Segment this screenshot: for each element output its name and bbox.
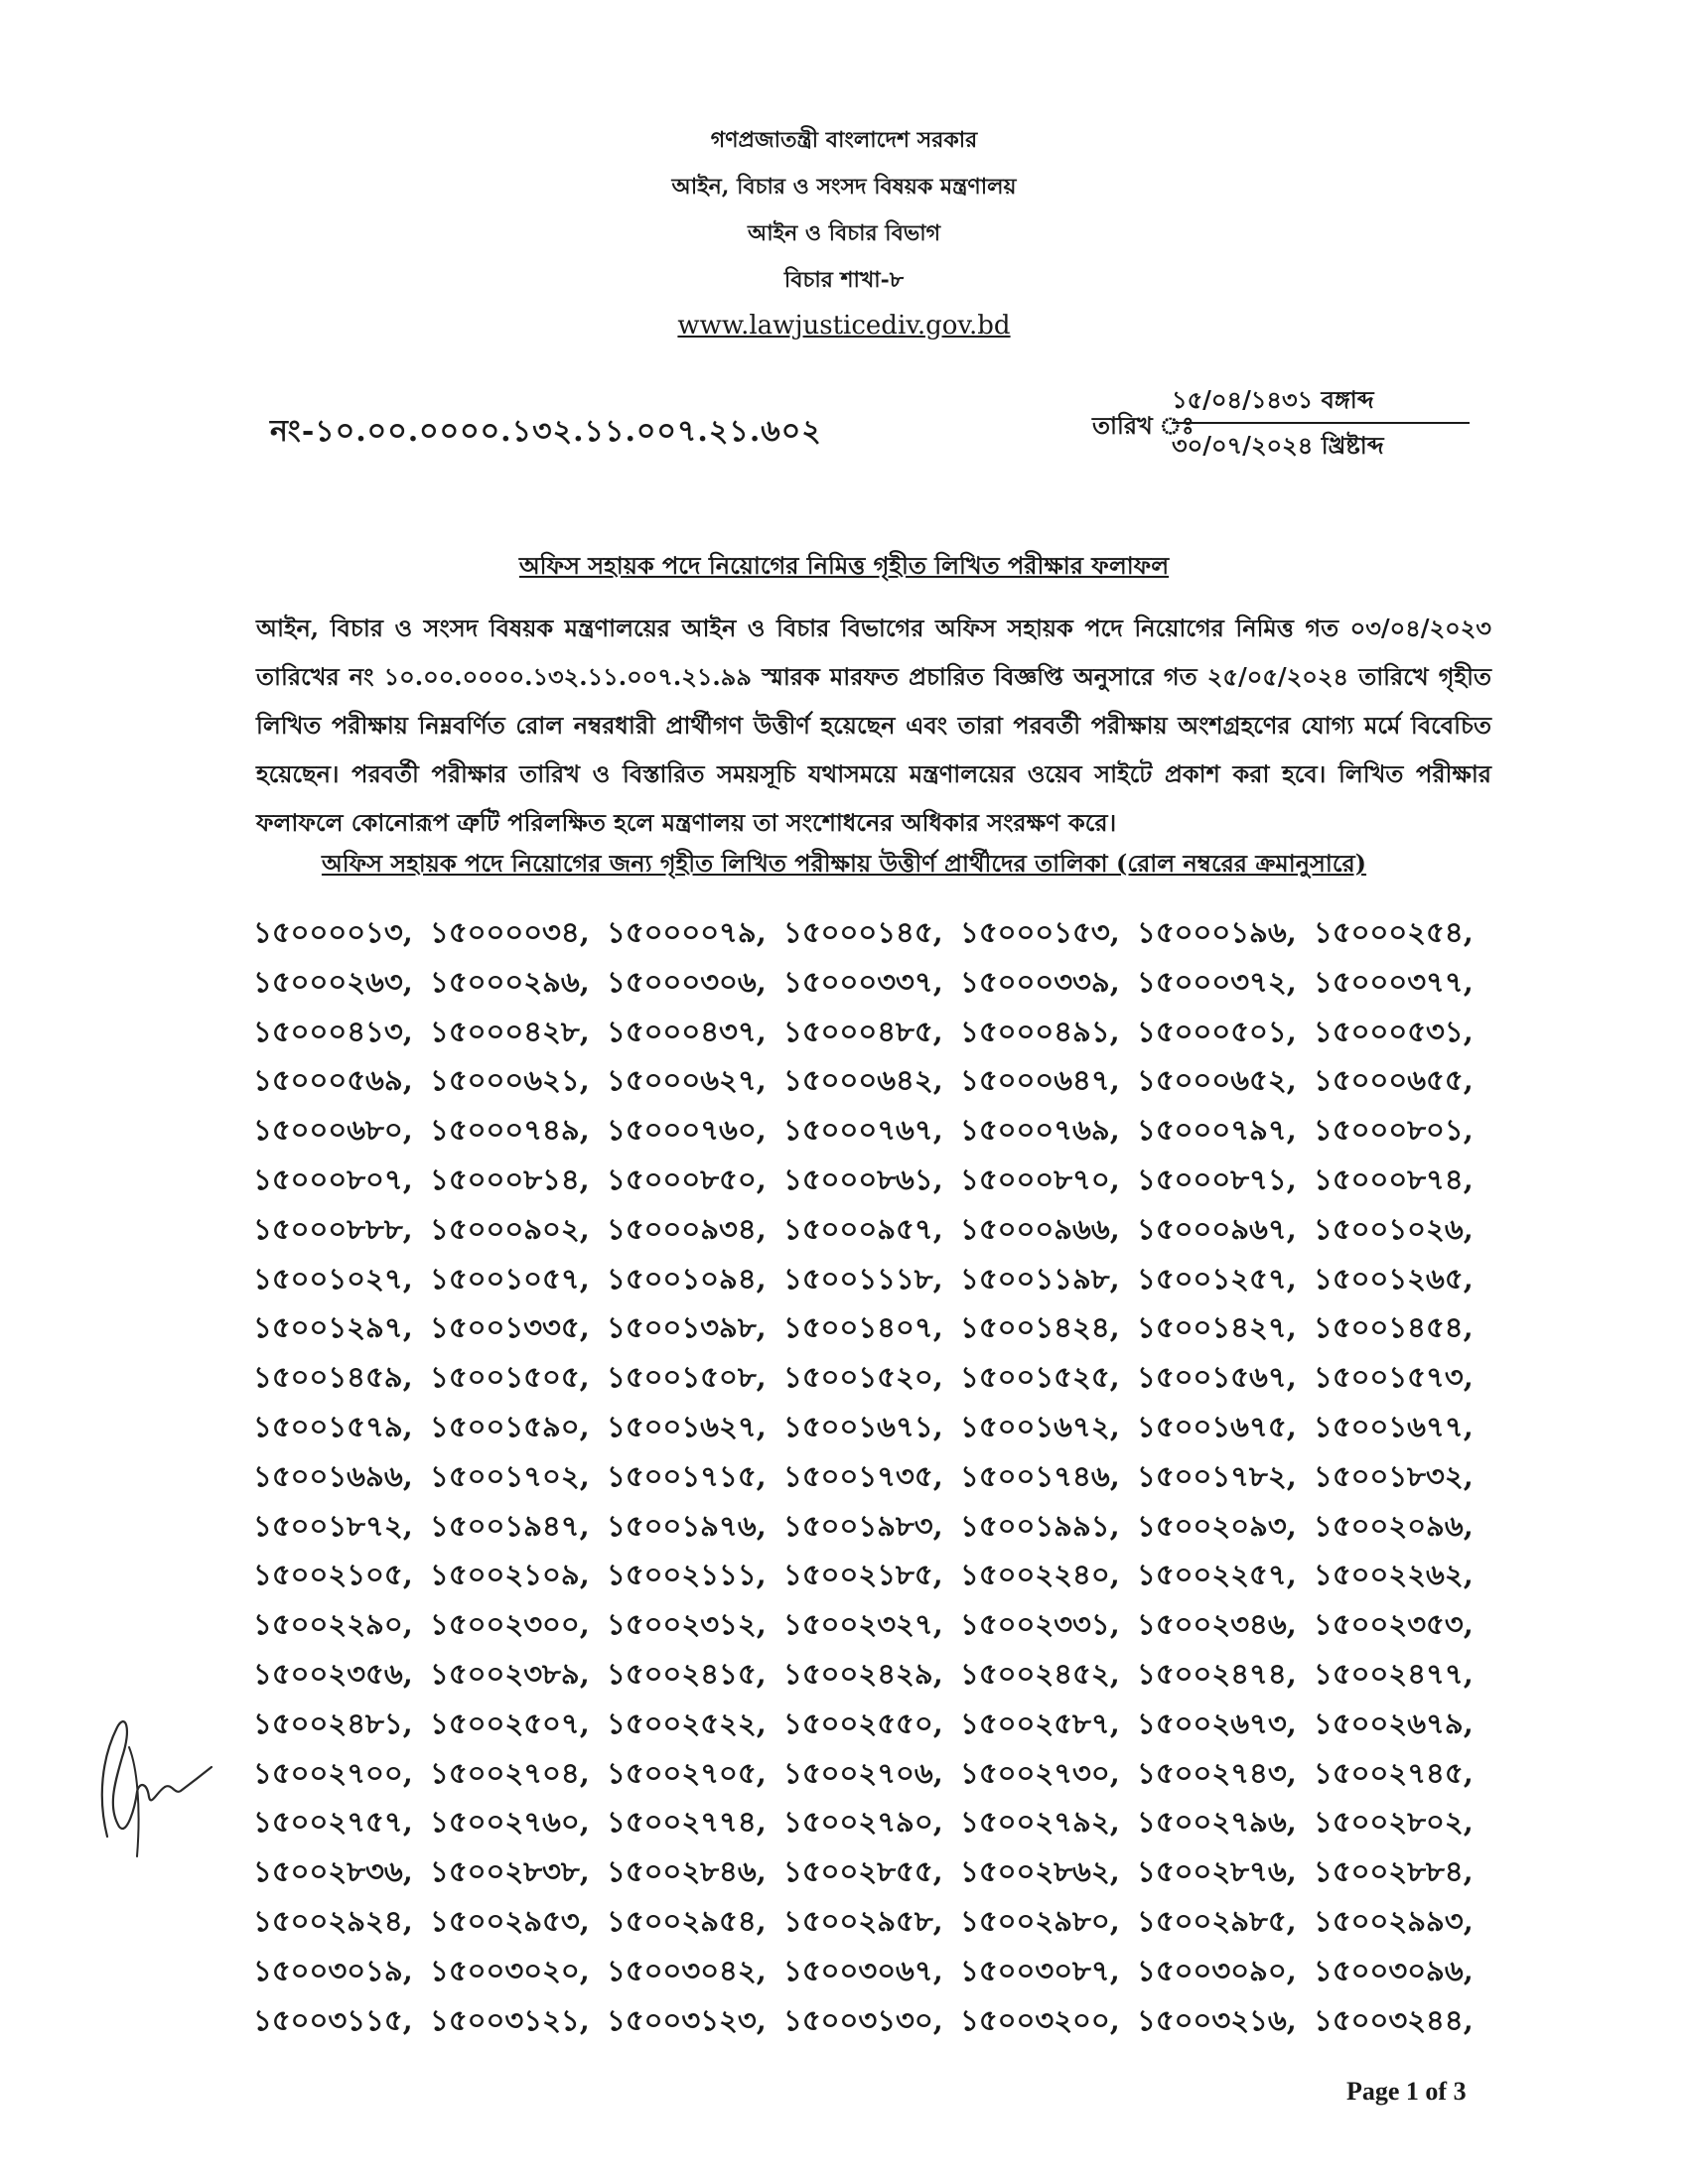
roll-number: ১৫০০১৯৯১,	[960, 1508, 1120, 1543]
roll-number: ১৫০০১২৬৫,	[1314, 1261, 1474, 1296]
roll-number: ১৫০০২১৮৫,	[783, 1558, 943, 1592]
roll-number: ১৫০০১৬২৭,	[607, 1409, 767, 1443]
roll-number: ১৫০০২৯৮০,	[960, 1903, 1120, 1938]
roll-number: ১৫০০০২৯৬,	[430, 964, 590, 999]
roll-number: ১৫০০০৪৮৫,	[783, 1014, 943, 1048]
roll-number: ১৫০০০৮৫০,	[607, 1161, 767, 1196]
roll-number: ১৫০০০১৯৬,	[1137, 915, 1297, 949]
roll-number: ১৫০০১৪০৭,	[783, 1310, 943, 1345]
roll-number: ১৫০০২৮৩৬,	[253, 1854, 413, 1889]
roll-number: ১৫০০০৬৪২,	[783, 1063, 943, 1098]
signature-icon	[77, 1688, 226, 1866]
roll-number: ১৫০০২৯৫৩,	[430, 1903, 590, 1938]
roll-number: ১৫০০২৪৫২,	[960, 1656, 1120, 1691]
roll-number: ১৫০০১১১৮,	[783, 1261, 943, 1296]
roll-number: ১৫০০০০১৩,	[253, 915, 413, 949]
roll-number: ১৫০০৩০২০,	[430, 1953, 590, 1987]
roll-number: ১৫০০২৬৭৯,	[1314, 1706, 1474, 1740]
date-label: তারিখ ঃ	[1092, 411, 1195, 440]
date-gregorian: ৩০/০৭/২০২৪ খ্রিষ্টাব্দ	[1172, 431, 1384, 460]
roll-number: ১৫০০১৩৯৮,	[607, 1310, 767, 1345]
roll-number: ১৫০০০৭৬৭,	[783, 1113, 943, 1148]
roll-number: ১৫০০১৫৭৩,	[1314, 1360, 1474, 1395]
roll-number: ১৫০০৩০৬৭,	[783, 1953, 943, 1987]
roll-number: ১৫০০১৫০৫,	[430, 1360, 590, 1395]
roll-number: ১৫০০০৩৩৯,	[960, 964, 1120, 999]
roll-number: ১৫০০০৮৬১,	[783, 1161, 943, 1196]
roll-number: ১৫০০০৬৫৫,	[1314, 1063, 1474, 1098]
roll-number: ১৫০০২৭৩০,	[960, 1755, 1120, 1790]
roll-number: ১৫০০৩২৪৪,	[1314, 2002, 1474, 2037]
roll-number: ১৫০০০৩৭৭,	[1314, 964, 1474, 999]
letterhead-url: www.lawjusticediv.gov.bd	[677, 311, 1011, 341]
roll-number: ১৫০০২৭৯৬,	[1137, 1805, 1297, 1840]
roll-number: ১৫০০১৫৭৯,	[253, 1409, 413, 1443]
roll-number: ১৫০০২৫২২,	[607, 1706, 767, 1740]
roll-number: ১৫০০২৭৯০,	[783, 1805, 943, 1840]
roll-number: ১৫০০২১০৯,	[430, 1558, 590, 1592]
roll-number: ১৫০০২৫৫০,	[783, 1706, 943, 1740]
roll-number: ১৫০০০৪১৩,	[253, 1014, 413, 1048]
roll-number: ১৫০০০১৫৩,	[960, 915, 1120, 949]
roll-number: ১৫০০২৫৮৭,	[960, 1706, 1120, 1740]
roll-number: ১৫০০২৮০২,	[1314, 1805, 1474, 1840]
roll-number: ১৫০০২৩৪৬,	[1137, 1607, 1297, 1642]
roll-number: ১৫০০১৭৪৬,	[960, 1458, 1120, 1493]
roll-number: ১৫০০২৭০৪,	[430, 1755, 590, 1790]
roll-number: ১৫০০২৪২৯,	[783, 1656, 943, 1691]
date-divider	[1172, 422, 1470, 424]
body-paragraph: আইন, বিচার ও সংসদ বিষয়ক মন্ত্রণালয়ের আইন ও বিচার বিভাগের অফিস সহায়ক পদে নিয়োগের নিমিত্ত গত ০৩/০৪/২০২৩ তারিখের নং ১০.০০.০০০০.১৩২.১১.০০৭.২১.৯৯ স্মারক মারফত প্রচারিত বিজ্ঞপ্তি অনুসারে গত ২৫/০৫/২০২৪ তারিখে গৃহীত লিখিত পরীক্ষায় নিম্নবর্ণিত রোল নম্বরধারী প্রার্থীগণ উত্তীর্ণ হয়েছেন এবং তারা পরবর্তী পরীক্ষায় অংশগ্রহণের যোগ্য মর্মে বিবেচিত হয়েছেন। পরবর্তী পরীক্ষার তারিখ ও বিস্তারিত সময়সূচি যথাসময়ে মন্ত্রণালয়ের ওয়েব সাইটে প্রকাশ করা হবে। লিখিত পরীক্ষার ফলাফলে কোনোরূপ ত্রুটি পরিলক্ষিত হলে মন্ত্রণালয় তা সংশোধনের অধিকার সংরক্ষণ করে।	[256, 614, 1491, 837]
roll-number: ১৫০০০৮৭০,	[960, 1161, 1120, 1196]
roll-number: ১৫০০১২৫৭,	[1137, 1261, 1297, 1296]
roll-number: ১৫০০১৫৯০,	[430, 1409, 590, 1443]
roll-number: ১৫০০০৩৩৭,	[783, 964, 943, 999]
roll-number: ১৫০০১৬৭১,	[783, 1409, 943, 1443]
memo-reference-number: নং-১০.০০.০০০০.১৩২.১১.০০৭.২১.৬০২	[270, 414, 822, 449]
roll-number: ১৫০০১৭০২,	[430, 1458, 590, 1493]
roll-number: ১৫০০২২৫৭,	[1137, 1558, 1297, 1592]
memo-date	[1092, 382, 1479, 462]
roll-number: ১৫০০২৪৭৭,	[1314, 1656, 1474, 1691]
roll-number: ১৫০০২৭০৫,	[607, 1755, 767, 1790]
letterhead-branch: বিচার শাখা-৮	[783, 267, 905, 293]
roll-number: ১৫০০০৮০১,	[1314, 1113, 1474, 1148]
roll-number: ১৫০০২৭৬০,	[430, 1805, 590, 1840]
roll-number: ১৫০০২৯৫৪,	[607, 1903, 767, 1938]
roll-number: ১৫০০০৮০৭,	[253, 1161, 413, 1196]
date-bangla: ১৫/০৪/১৪৩১ বঙ্গাব্দ	[1172, 385, 1374, 414]
roll-number: ১৫০০২৭৯২,	[960, 1805, 1120, 1840]
roll-number: ১৫০০২৮৩৮,	[430, 1854, 590, 1889]
roll-number: ১৫০০০৪২৮,	[430, 1014, 590, 1048]
roll-number: ১৫০০০৮৮৮,	[253, 1211, 413, 1246]
roll-number: ১৫০০১৪২৭,	[1137, 1310, 1297, 1345]
roll-number: ১৫০০২৯৮৫,	[1137, 1903, 1297, 1938]
roll-number: ১৫০০৩০১৯,	[253, 1953, 413, 1987]
roll-number: ১৫০০০৯০২,	[430, 1211, 590, 1246]
roll-number: ১৫০০১০২৭,	[253, 1261, 413, 1296]
roll-number: ১৫০০২৩৮৯,	[430, 1656, 590, 1691]
roll-number: ১৫০০৩০৮৭,	[960, 1953, 1120, 1987]
roll-number: ১৫০০৩০৯০,	[1137, 1953, 1297, 1987]
roll-number: ১৫০০২৮৫৫,	[783, 1854, 943, 1889]
roll-number: ১৫০০১৭১৫,	[607, 1458, 767, 1493]
roll-number: ১৫০০২৯৫৮,	[783, 1903, 943, 1938]
roll-number: ১৫০০২৩৫৩,	[1314, 1607, 1474, 1642]
roll-number: ১৫০০০৬৪৭,	[960, 1063, 1120, 1098]
roll-number: ১৫০০১৩৩৫,	[430, 1310, 590, 1345]
roll-number: ১৫০০০৯৬৬,	[960, 1211, 1120, 1246]
roll-number: ১৫০০০০৭৯,	[607, 915, 767, 949]
roll-number: ১৫০০০৩০৬,	[607, 964, 767, 999]
roll-number: ১৫০০১৮৭২,	[253, 1508, 413, 1543]
roll-number: ১৫০০১৬৭২,	[960, 1409, 1120, 1443]
roll-number: ১৫০০০২৬৩,	[253, 964, 413, 999]
roll-number: ১৫০০০৯৫৭,	[783, 1211, 943, 1246]
roll-number: ১৫০০০৮৭১,	[1137, 1161, 1297, 1196]
roll-number: ১৫০০০৫০১,	[1137, 1014, 1297, 1048]
subject-heading: অফিস সহায়ক পদে নিয়োগের নিমিত্ত গৃহীত লিখিত পরীক্ষার ফলাফল	[518, 551, 1170, 580]
letterhead	[0, 117, 1688, 347]
roll-number: ১৫০০০৪৯১,	[960, 1014, 1120, 1048]
roll-number: ১৫০০০২৫৪,	[1314, 915, 1474, 949]
roll-number: ১৫০০০৯৬৭,	[1137, 1211, 1297, 1246]
roll-number: ১৫০০০৭৬৯,	[960, 1113, 1120, 1148]
roll-number: ১৫০০০৫৩১,	[1314, 1014, 1474, 1048]
roll-number: ১৫০০১৪২৪,	[960, 1310, 1120, 1345]
roll-number: ১৫০০৩০৯৬,	[1314, 1953, 1474, 1987]
letterhead-ministry: আইন, বিচার ও সংসদ বিষয়ক মন্ত্রণালয়	[671, 174, 1017, 200]
list-title: অফিস সহায়ক পদে নিয়োগের জন্য গৃহীত লিখিত পরীক্ষায় উত্তীর্ণ প্রার্থীদের তালিকা (রোল নম্বরের ক্রমানুসারে)	[321, 849, 1367, 878]
roll-number: ১৫০০২৭৪৫,	[1314, 1755, 1474, 1790]
roll-number: ১৫০০৩১২৩,	[607, 2002, 767, 2037]
roll-number: ১৫০০১৪৫৯,	[253, 1360, 413, 1395]
roll-number: ১৫০০১৫২০,	[783, 1360, 943, 1395]
roll-number: ১৫০০১৯৮৩,	[783, 1508, 943, 1543]
roll-number: ১৫০০২৮৪৬,	[607, 1854, 767, 1889]
roll-number: ১৫০০০৬২৭,	[607, 1063, 767, 1098]
roll-number: ১৫০০১০৫৭,	[430, 1261, 590, 1296]
roll-number: ১৫০০২৩২৭,	[783, 1607, 943, 1642]
roll-number: ১৫০০০৩৭২,	[1137, 964, 1297, 999]
roll-number: ১৫০০১৯৪৭,	[430, 1508, 590, 1543]
roll-number: ১৫০০২৬৭৩,	[1137, 1706, 1297, 1740]
roll-number: ১৫০০২৩০০,	[430, 1607, 590, 1642]
roll-number: ১৫০০১৭৩৫,	[783, 1458, 943, 1493]
roll-number: ১৫০০২৮৮৪,	[1314, 1854, 1474, 1889]
roll-number: ১৫০০২৮৭৬,	[1137, 1854, 1297, 1889]
roll-number: ১৫০০০৭৯৭,	[1137, 1113, 1297, 1148]
roll-number: ১৫০০১৬৭৫,	[1137, 1409, 1297, 1443]
roll-number: ১৫০০২৭৪৩,	[1137, 1755, 1297, 1790]
roll-number: ১৫০০৩১৩০,	[783, 2002, 943, 2037]
roll-number: ১৫০০২৮৬২,	[960, 1854, 1120, 1889]
roll-number: ১৫০০২৩৩১,	[960, 1607, 1120, 1642]
roll-number: ১৫০০২৯২৪,	[253, 1903, 413, 1938]
roll-number: ১৫০০১৯৭৬,	[607, 1508, 767, 1543]
roll-number: ১৫০০২২৪০,	[960, 1558, 1120, 1592]
roll-number: ১৫০০৩১১৫,	[253, 2002, 413, 2037]
roll-number: ১৫০০১৭৮২,	[1137, 1458, 1297, 1493]
roll-number: ১৫০০০৬৮০,	[253, 1113, 413, 1148]
roll-number: ১৫০০১৫০৮,	[607, 1360, 767, 1395]
page-number: Page 1 of 3	[1346, 2077, 1467, 2106]
roll-number: ১৫০০২৩১২,	[607, 1607, 767, 1642]
roll-number: ১৫০০০৮১৪,	[430, 1161, 590, 1196]
roll-number: ১৫০০০৭৬০,	[607, 1113, 767, 1148]
roll-number: ১৫০০১৮৩২,	[1314, 1458, 1474, 1493]
roll-number: ১৫০০১১৯৮,	[960, 1261, 1120, 1296]
roll-number: ১৫০০০৮৭৪,	[1314, 1161, 1474, 1196]
roll-number: ১৫০০০৭৪৯,	[430, 1113, 590, 1148]
roll-number: ১৫০০৩২১৬,	[1137, 2002, 1297, 2037]
roll-number: ১৫০০২৫০৭,	[430, 1706, 590, 1740]
roll-number: ১৫০০২০৯৬,	[1314, 1508, 1474, 1543]
roll-number: ১৫০০০৯৩৪,	[607, 1211, 767, 1246]
roll-number: ১৫০০১২৯৭,	[253, 1310, 413, 1345]
roll-number: ১৫০০২৪১৫,	[607, 1656, 767, 1691]
roll-number: ১৫০০০১৪৫,	[783, 915, 943, 949]
roll-number: ১৫০০৩২০০,	[960, 2002, 1120, 2037]
roll-number: ১৫০০২০৯৩,	[1137, 1508, 1297, 1543]
roll-number: ১৫০০২১১১,	[607, 1558, 767, 1592]
roll-number-list	[253, 908, 1489, 2045]
roll-number: ১৫০০১৬৭৭,	[1314, 1409, 1474, 1443]
letterhead-division: আইন ও বিচার বিভাগ	[747, 220, 941, 246]
roll-number: ১৫০০৩০৪২,	[607, 1953, 767, 1987]
roll-number: ১৫০০১৫২৫,	[960, 1360, 1120, 1395]
roll-number: ১৫০০০৫৬৯,	[253, 1063, 413, 1098]
letterhead-government: গণপ্রজাতন্ত্রী বাংলাদেশ সরকার	[710, 127, 978, 153]
roll-number: ১৫০০২৪৮১,	[253, 1706, 413, 1740]
roll-number: ১৫০০২৭০০,	[253, 1755, 413, 1790]
roll-number: ১৫০০২৪৭৪,	[1137, 1656, 1297, 1691]
roll-number: ১৫০০২১০৫,	[253, 1558, 413, 1592]
roll-number: ১৫০০০৬৫২,	[1137, 1063, 1297, 1098]
roll-number: ১৫০০২৭৫৭,	[253, 1805, 413, 1840]
roll-number: ১৫০০৩১২১,	[430, 2002, 590, 2037]
roll-number: ১৫০০২৯৯৩,	[1314, 1903, 1474, 1938]
roll-number: ১৫০০০০৩৪,	[430, 915, 590, 949]
roll-number: ১৫০০২২৯০,	[253, 1607, 413, 1642]
roll-number: ১৫০০০৬২১,	[430, 1063, 590, 1098]
roll-number: ১৫০০১৫৬৭,	[1137, 1360, 1297, 1395]
roll-number: ১৫০০২৭৭৪,	[607, 1805, 767, 1840]
roll-number: ১৫০০১৪৫৪,	[1314, 1310, 1474, 1345]
roll-number: ১৫০০১০২৬,	[1314, 1211, 1474, 1246]
roll-number: ১৫০০০৪৩৭,	[607, 1014, 767, 1048]
roll-number: ১৫০০১৬৯৬,	[253, 1458, 413, 1493]
roll-number: ১৫০০২৩৫৬,	[253, 1656, 413, 1691]
roll-number: ১৫০০১০৯৪,	[607, 1261, 767, 1296]
roll-number: ১৫০০২৭০৬,	[783, 1755, 943, 1790]
roll-number: ১৫০০২২৬২,	[1314, 1558, 1474, 1592]
